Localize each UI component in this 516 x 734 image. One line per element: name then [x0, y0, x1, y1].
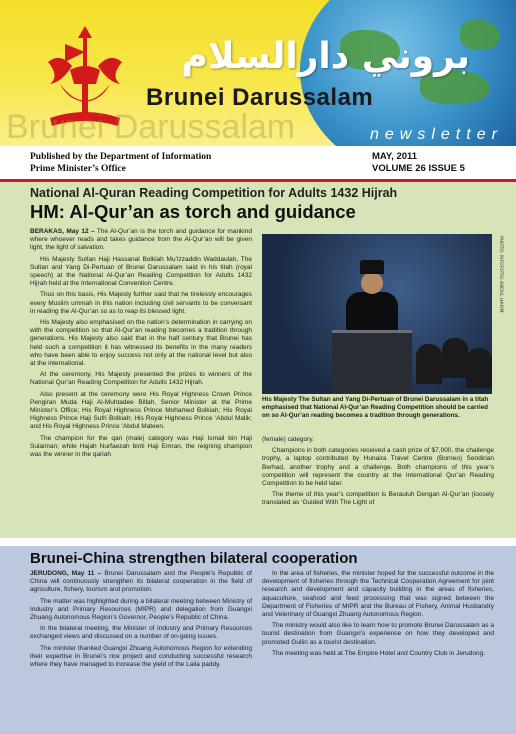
- story-right-column: [262, 570, 494, 730]
- podium: [332, 330, 412, 394]
- article-paragraph: JERUDONG, May 11 – Brunei Darussalam and the People’s Republic of China will continuously strengthen its bilateral cooperation in the field of agriculture, fishery, tourism and promotion.: [30, 570, 252, 594]
- photo-caption: His Majesty The Sultan and Yang Di-Pertuan of Brunei Darussalam in a titah emphasised that National Al-Qur’an Reading Competition should be carried on so Al-Qur’an reading becomes a tradition through generations.: [262, 396, 489, 419]
- publication-info-bar: [0, 146, 516, 182]
- story-brunei-china: [0, 546, 516, 734]
- publisher-block: [30, 151, 211, 175]
- article-paragraph: (female) category.: [262, 436, 314, 443]
- article-paragraph: BERAKAS, May 12 – The Al-Qur’an is the torch and guidance for mankind where whoever reads and takes guidance from the Al-Qur’an will be given light, the light of salvation.: [30, 228, 252, 252]
- article-paragraph: The matter was highlighted during a bilateral meeting between Ministry of Industry and Primary Resources (MIPR) and delegation from Guangxi Zhuang Autonomous Region’s Governor, People’s Republic of China.: [30, 597, 252, 622]
- article-paragraph: Thus on this basis, His Majesty further said that he tirelessly encourages every Muslim ummah in this nation including civil servants to be conversant in reading the Al-Qur’an so as to reap its blessed light.: [30, 291, 252, 315]
- article-paragraph: The champion for the qari (male) category was Haji Ismail bin Haji Sulaiman; while Hajah Nurfaezah binti Haji Emran, the reigning champion was the winner in the qariah: [30, 434, 252, 459]
- masthead-ghost-title: Brunei Darussalam: [6, 108, 296, 146]
- story-left-column: [30, 228, 252, 534]
- newsletter-label: newsletter: [370, 126, 503, 143]
- story-kicker: National Al-Quran Reading Competition for Adults 1432 Hijrah: [30, 186, 398, 200]
- article-paragraph: His Majesty Sultan Haji Hassanal Bolkiah Mu’izzaddin Waddaulah, The Sultan and Yang Di-Pertuan of Brunei Darussalam said in his titah (royal speech) at the National Al-Qur’an Reading Competition for Adults 1432 Hijrah held at the International Convention Centre.: [30, 255, 252, 288]
- masthead-title: Brunei Darussalam: [146, 84, 374, 111]
- sultan-speech-photo: [262, 234, 492, 394]
- publisher-line: Published by the Department of Information: [30, 152, 212, 162]
- issue-block: [372, 151, 465, 175]
- arabic-title: بروني دارالسلام: [181, 36, 470, 77]
- article-paragraph: At the ceremony, His Majesty presented the prizes to winners of the National Qur’an Reading Competition for Adults 1432 Hijrah.: [30, 371, 252, 387]
- article-paragraph: In the bilateral meeting, the Minister of Industry and Primary Resources exchanged views and discussed on a number of on-going issues.: [30, 625, 252, 641]
- article-paragraph: The meeting was held at The Empire Hotel and Country Club in Jerudong.: [272, 649, 486, 657]
- article-paragraph: The theme of this year’s competition is Berauluh Dengan Al-Qur’an (loosely translated as ‘Guided With The Light of: [262, 491, 494, 507]
- publisher-office: Prime Minister’s Office: [30, 164, 126, 174]
- article-paragraph: The ministry would also like to learn how to promote Brunei Darussalam as a tourist destination from Guangxi’s experience on how they developed and promoted Guilin as a tourist destination.: [262, 622, 494, 646]
- article-paragraph: The minister thanked Guangxi Zhuang Autonomous Region for extending their expertise in Brunei’s rice project and conducting successful research where they have managed to increase the yield of the Laila paddy.: [30, 644, 252, 669]
- article-paragraph: His Majesty also emphasised on the nation’s determination in carrying on with the competition so that Al-Qur’an reading becomes a tradition through generations. His Majesty also said that in the half century that Brunei has held such a competition it has witnessed its benefits in the many readers who have been able to enjoy success not only at the national level but also at the international.: [30, 319, 252, 368]
- article-paragraph: Also present at the ceremony were His Royal Highness Crown Prince Pengiran Muda Haji Al-Muhtadee Billah, Senior Minister at the Prime Minister’s Office; His Royal Highness Prince Mohamed Bolkiah; His Royal Highness Prince Haji Sufri Bolkiah; His Royal Highness Prince ‘Abdul Malik; and His Royal Highness Prince ‘Abdul Mateen.: [30, 390, 252, 431]
- section-divider: [0, 538, 516, 546]
- story-quran-competition: [0, 182, 516, 538]
- story-headline: Brunei-China strengthen bilateral cooperation: [30, 550, 358, 567]
- issue-date: MAY, 2011: [372, 151, 418, 162]
- article-paragraph: In the area of fisheries, the minister hoped for the successful outcome in the development of fisheries through the Technical Cooperation Agreement for joint research and development and capacity building in the areas of fisheries, aquaculture, seafood and feed processing that was signed between the Department of Fisheries of MIPR and the Bureau of Fishery, Animal Husbandry and Veterinary of Guangxi Zhuang Autonomous Region.: [262, 570, 494, 619]
- article-paragraph: Champions in both categories received a cash prize of $7,000, the challenge trophy, a laptop contributed by Hunaira Travel Centre (Borneo) Sendirian Berhad, another trophy and a challenge. Both champions of this year’s competition will represent the country at the International Qur’an Reading Competition to be held later.: [262, 447, 494, 488]
- issue-volume: VOLUME 26 ISSUE 5: [372, 163, 465, 174]
- story-headline: HM: Al-Qur’an as torch and guidance: [30, 201, 356, 222]
- photo-credit: PHOTO: INFOFOTO/ ABDUL HAKIM: [498, 236, 503, 313]
- story-right-column: [262, 436, 494, 536]
- story-left-column: [30, 570, 252, 730]
- masthead: [0, 0, 516, 146]
